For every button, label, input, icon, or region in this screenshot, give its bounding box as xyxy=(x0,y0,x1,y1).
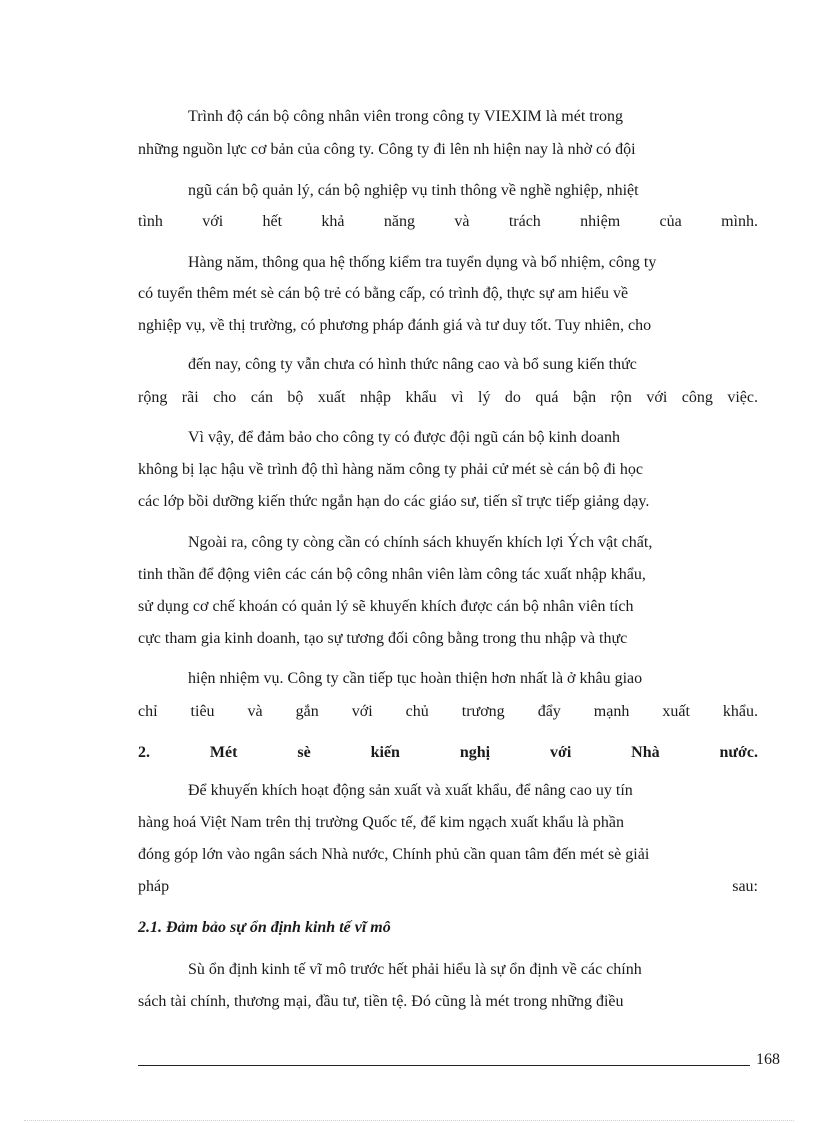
text-line: Trình độ cán bộ công nhân viên trong công ty VIEXIM là mét trong xyxy=(188,108,624,125)
section-heading: 2. Mét sè kiến nghị với Nhà nước. xyxy=(138,744,758,761)
text-line: rộng rãi cho cán bộ xuất nhập khẩu vì lý do quá bận rộn với công việc. xyxy=(138,389,758,406)
text-line: đóng góp lớn vào ngân sách Nhà nước, Chính phủ cần quan tâm đến mét sè giải xyxy=(138,846,650,863)
text-line: tình với hết khả năng và trách nhiệm của mình. xyxy=(138,213,758,230)
text-line: nghiệp vụ, về thị trường, có phương pháp đánh giá và tư duy tốt. Tuy nhiên, cho xyxy=(138,317,652,334)
text-line: sách tài chính, thương mại, đầu tư, tiền tệ. Đó cũng là mét trong những điều xyxy=(138,993,624,1010)
text-line: sử dụng cơ chế khoán có quản lý sẽ khuyến khích được cán bộ nhân viên tích xyxy=(138,598,634,615)
subsection-heading: 2.1. Đảm bảo sự ổn định kinh tế vĩ mô xyxy=(138,919,391,936)
text-line: Để khuyến khích hoạt động sản xuất và xuất khẩu, để nâng cao uy tín xyxy=(188,782,633,799)
text-line: chỉ tiêu và gắn với chủ trương đẩy mạnh xuất khẩu. xyxy=(138,703,758,720)
text-line: pháp sau: xyxy=(138,878,758,895)
text-line: Ngoài ra, công ty còng cần có chính sách khuyến khích lợi Ých vật chất, xyxy=(188,534,653,551)
page-edge-divider xyxy=(24,1120,794,1121)
text-line: Vì vậy, để đảm bảo cho công ty có được đội ngũ cán bộ kinh doanh xyxy=(188,429,620,446)
text-line: tinh thần để động viên các cán bộ công nhân viên làm công tác xuất nhập khẩu, xyxy=(138,566,646,583)
text-line: Sù ổn định kinh tế vĩ mô trước hết phải hiểu là sự ổn định về các chính xyxy=(188,961,642,978)
text-line: Hàng năm, thông qua hệ thống kiểm tra tuyển dụng và bổ nhiệm, công ty xyxy=(188,254,657,271)
text-line: những nguồn lực cơ bản của công ty. Công ty đi lên nh hiện nay là nhờ có đội xyxy=(138,141,636,158)
text-line: có tuyển thêm mét sè cán bộ trẻ có bằng cấp, có trình độ, thực sự am hiểu về xyxy=(138,285,629,302)
page-number: 168 xyxy=(756,1051,780,1068)
text-line: cực tham gia kinh doanh, tạo sự tương đối công bằng trong thu nhập và thực xyxy=(138,630,628,647)
text-line: ngũ cán bộ quản lý, cán bộ nghiệp vụ tinh thông về nghề nghiệp, nhiệt xyxy=(188,182,639,199)
footer-rule xyxy=(138,1065,750,1066)
text-line: hiện nhiệm vụ. Công ty cần tiếp tục hoàn thiện hơn nhất là ở khâu giao xyxy=(188,670,643,687)
text-line: các lớp bồi dưỡng kiến thức ngắn hạn do các giáo sư, tiến sĩ trực tiếp giảng dạy. xyxy=(138,493,650,510)
text-line: đến nay, công ty vẫn chưa có hình thức nâng cao và bổ sung kiến thức xyxy=(188,356,637,373)
text-line: hàng hoá Việt Nam trên thị trường Quốc tế, để kim ngạch xuất khẩu là phần xyxy=(138,814,624,831)
text-line: không bị lạc hậu về trình độ thì hàng năm công ty phải cử mét sè cán bộ đi học xyxy=(138,461,643,478)
